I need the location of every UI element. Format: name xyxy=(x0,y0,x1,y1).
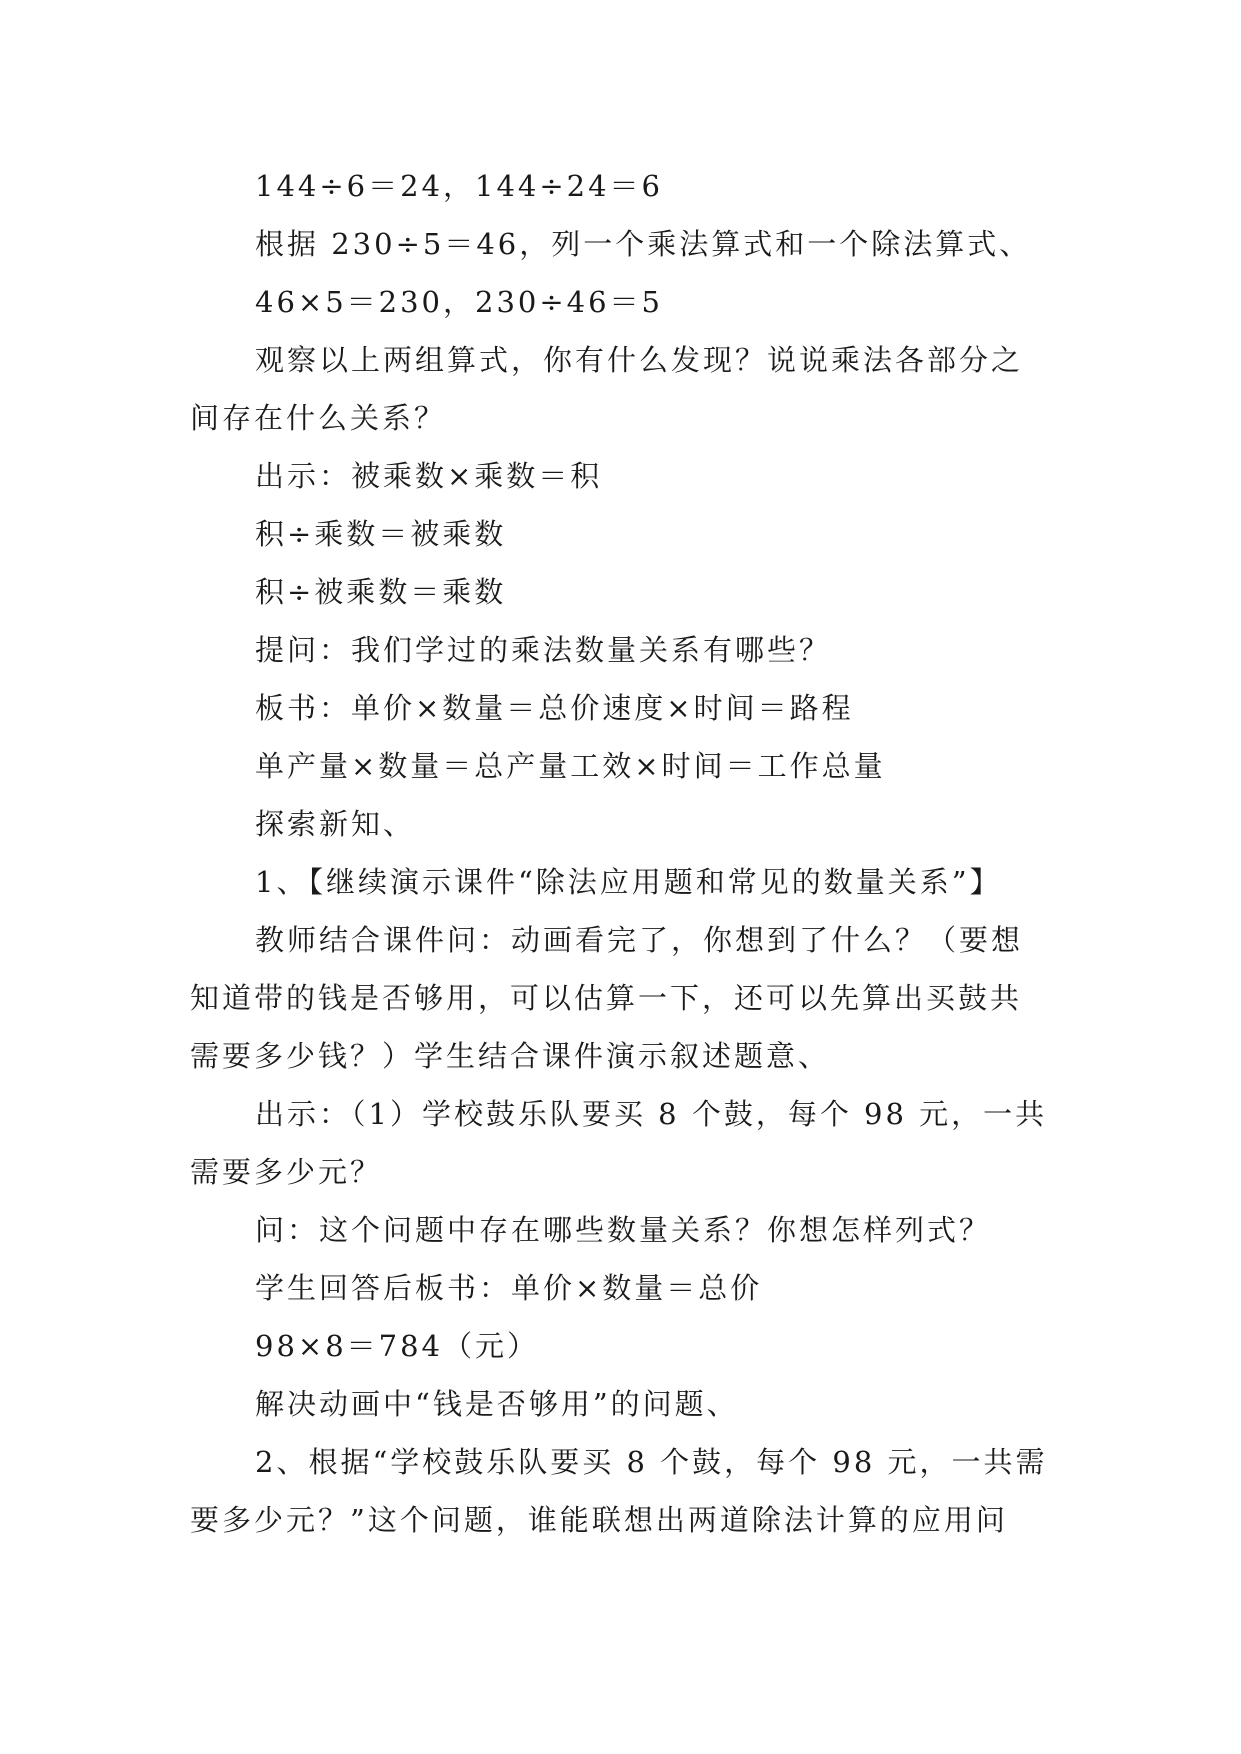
paragraph: 出示：被乘数×乘数＝积 xyxy=(255,459,603,493)
paragraph: 教师结合课件问：动画看完了，你想到了什么？（要想知道带的钱是否够用，可以估算一下，还可以先算出买鼓共需要多少钱？）学生结合课件演示叙述题意、 xyxy=(190,923,1024,1073)
paragraph: 探索新知、 xyxy=(255,807,416,841)
paragraph: 积÷被乘数＝乘数 xyxy=(255,575,507,609)
paragraph: 单产量×数量＝总产量工效×时间＝工作总量 xyxy=(255,749,886,783)
paragraph: 积÷乘数＝被乘数 xyxy=(255,517,507,551)
paragraph: 根据 230÷5＝46，列一个乘法算式和一个除法算式、 xyxy=(255,227,1032,261)
paragraph: 学生回答后板书：单价×数量＝总价 xyxy=(255,1271,763,1305)
paragraph: 144÷6＝24，144÷24＝6 xyxy=(255,169,664,203)
paragraph: 46×5＝230，230÷46＝5 xyxy=(255,285,664,319)
paragraph: 2、根据“学校鼓乐队要买 8 个鼓，每个 98 元，一共需要多少元？”这个问题，谁能联想出两道除法计算的应用问 xyxy=(190,1445,1048,1537)
paragraph: 出示：（1）学校鼓乐队要买 8 个鼓，每个 98 元，一共需要多少元？ xyxy=(190,1097,1048,1189)
document-body xyxy=(190,157,1050,1549)
paragraph: 问：这个问题中存在哪些数量关系？你想怎样列式？ xyxy=(255,1213,992,1247)
paragraph: 解决动画中“钱是否够用”的问题、 xyxy=(255,1387,739,1421)
paragraph: 板书：单价×数量＝总价速度×时间＝路程 xyxy=(255,691,854,725)
paragraph: 1、【继续演示课件“除法应用题和常见的数量关系”】 xyxy=(255,865,1002,899)
paragraph: 观察以上两组算式，你有什么发现？说说乘法各部分之间存在什么关系？ xyxy=(190,343,1024,435)
paragraph: 98×8＝784（元） xyxy=(255,1329,540,1363)
paragraph: 提问：我们学过的乘法数量关系有哪些？ xyxy=(255,633,832,667)
